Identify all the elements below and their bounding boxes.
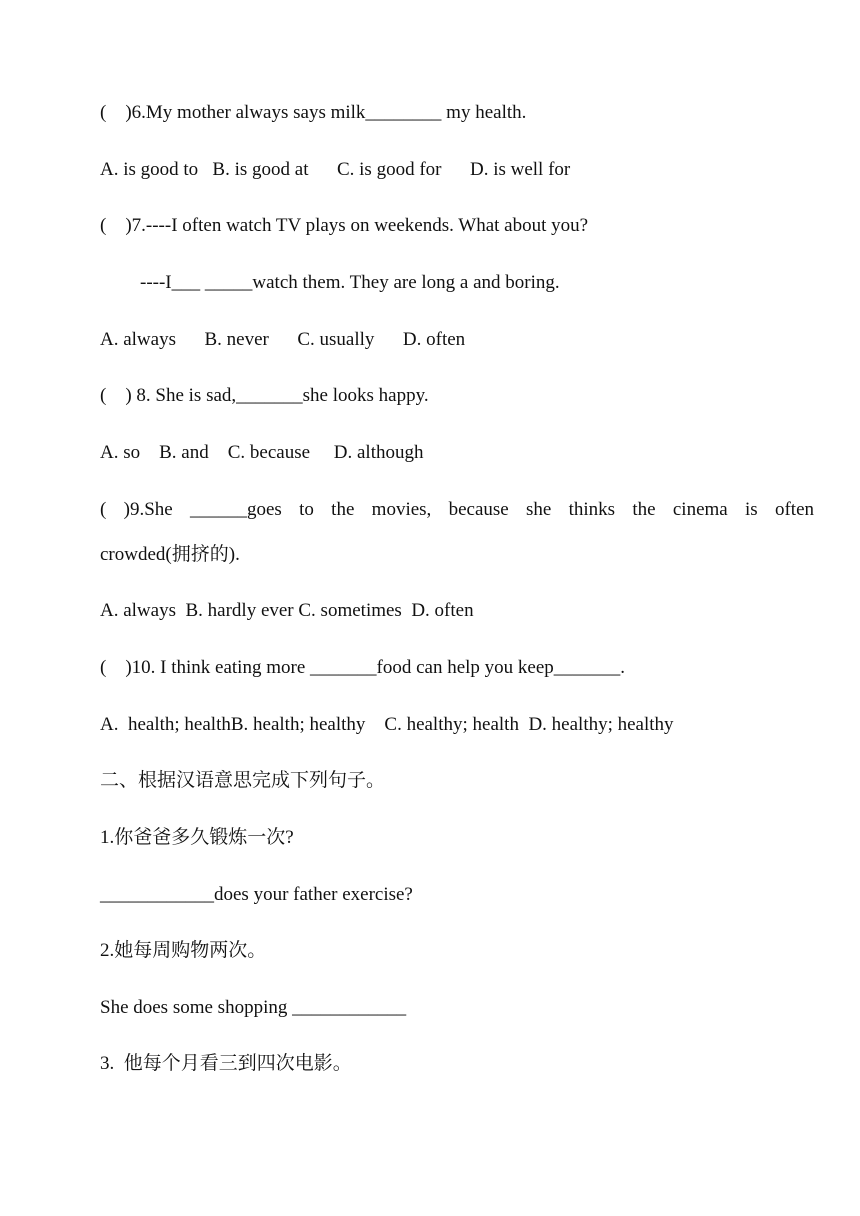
question-8-stem: ( ) 8. She is sad,_______she looks happy. [100,385,429,406]
question-7-reply: ----I___ _____watch them. They are long a and boring. [140,272,560,293]
question-9-stem-line2: crowded(拥挤的). [100,544,240,565]
question-9-stem-line1: ( )9.She ______goes to the movies, because she thinks the cinema is often [100,499,814,520]
question-7-stem: ( )7.----I often watch TV plays on weekends. What about you? [100,215,589,236]
translation-3-prompt: 3. 他每个月看三到四次电影。 [100,1053,352,1074]
question-10-options: A. health; healthB. health; healthy C. healthy; health D. healthy; healthy [100,714,674,735]
translation-1-answer-line: ____________does your father exercise? [100,884,413,905]
question-10-stem: ( )10. I think eating more _______food can help you keep_______. [100,657,626,678]
question-7-options: A. always B. never C. usually D. often [100,329,466,350]
translation-2-answer-line: She does some shopping ____________ [100,997,407,1018]
question-9-options: A. always B. hardly ever C. sometimes D. often [100,600,474,621]
translation-2-prompt: 2.她每周购物两次。 [100,940,267,961]
question-6-stem: ( )6.My mother always says milk________ my health. [100,102,527,123]
question-6-options: A. is good to B. is good at C. is good for D. is well for [100,159,571,180]
section-2-heading: 二、根据汉语意思完成下列句子。 [100,770,386,791]
translation-1-prompt: 1.你爸爸多久锻炼一次? [100,827,294,848]
question-8-options: A. so B. and C. because D. although [100,442,424,463]
